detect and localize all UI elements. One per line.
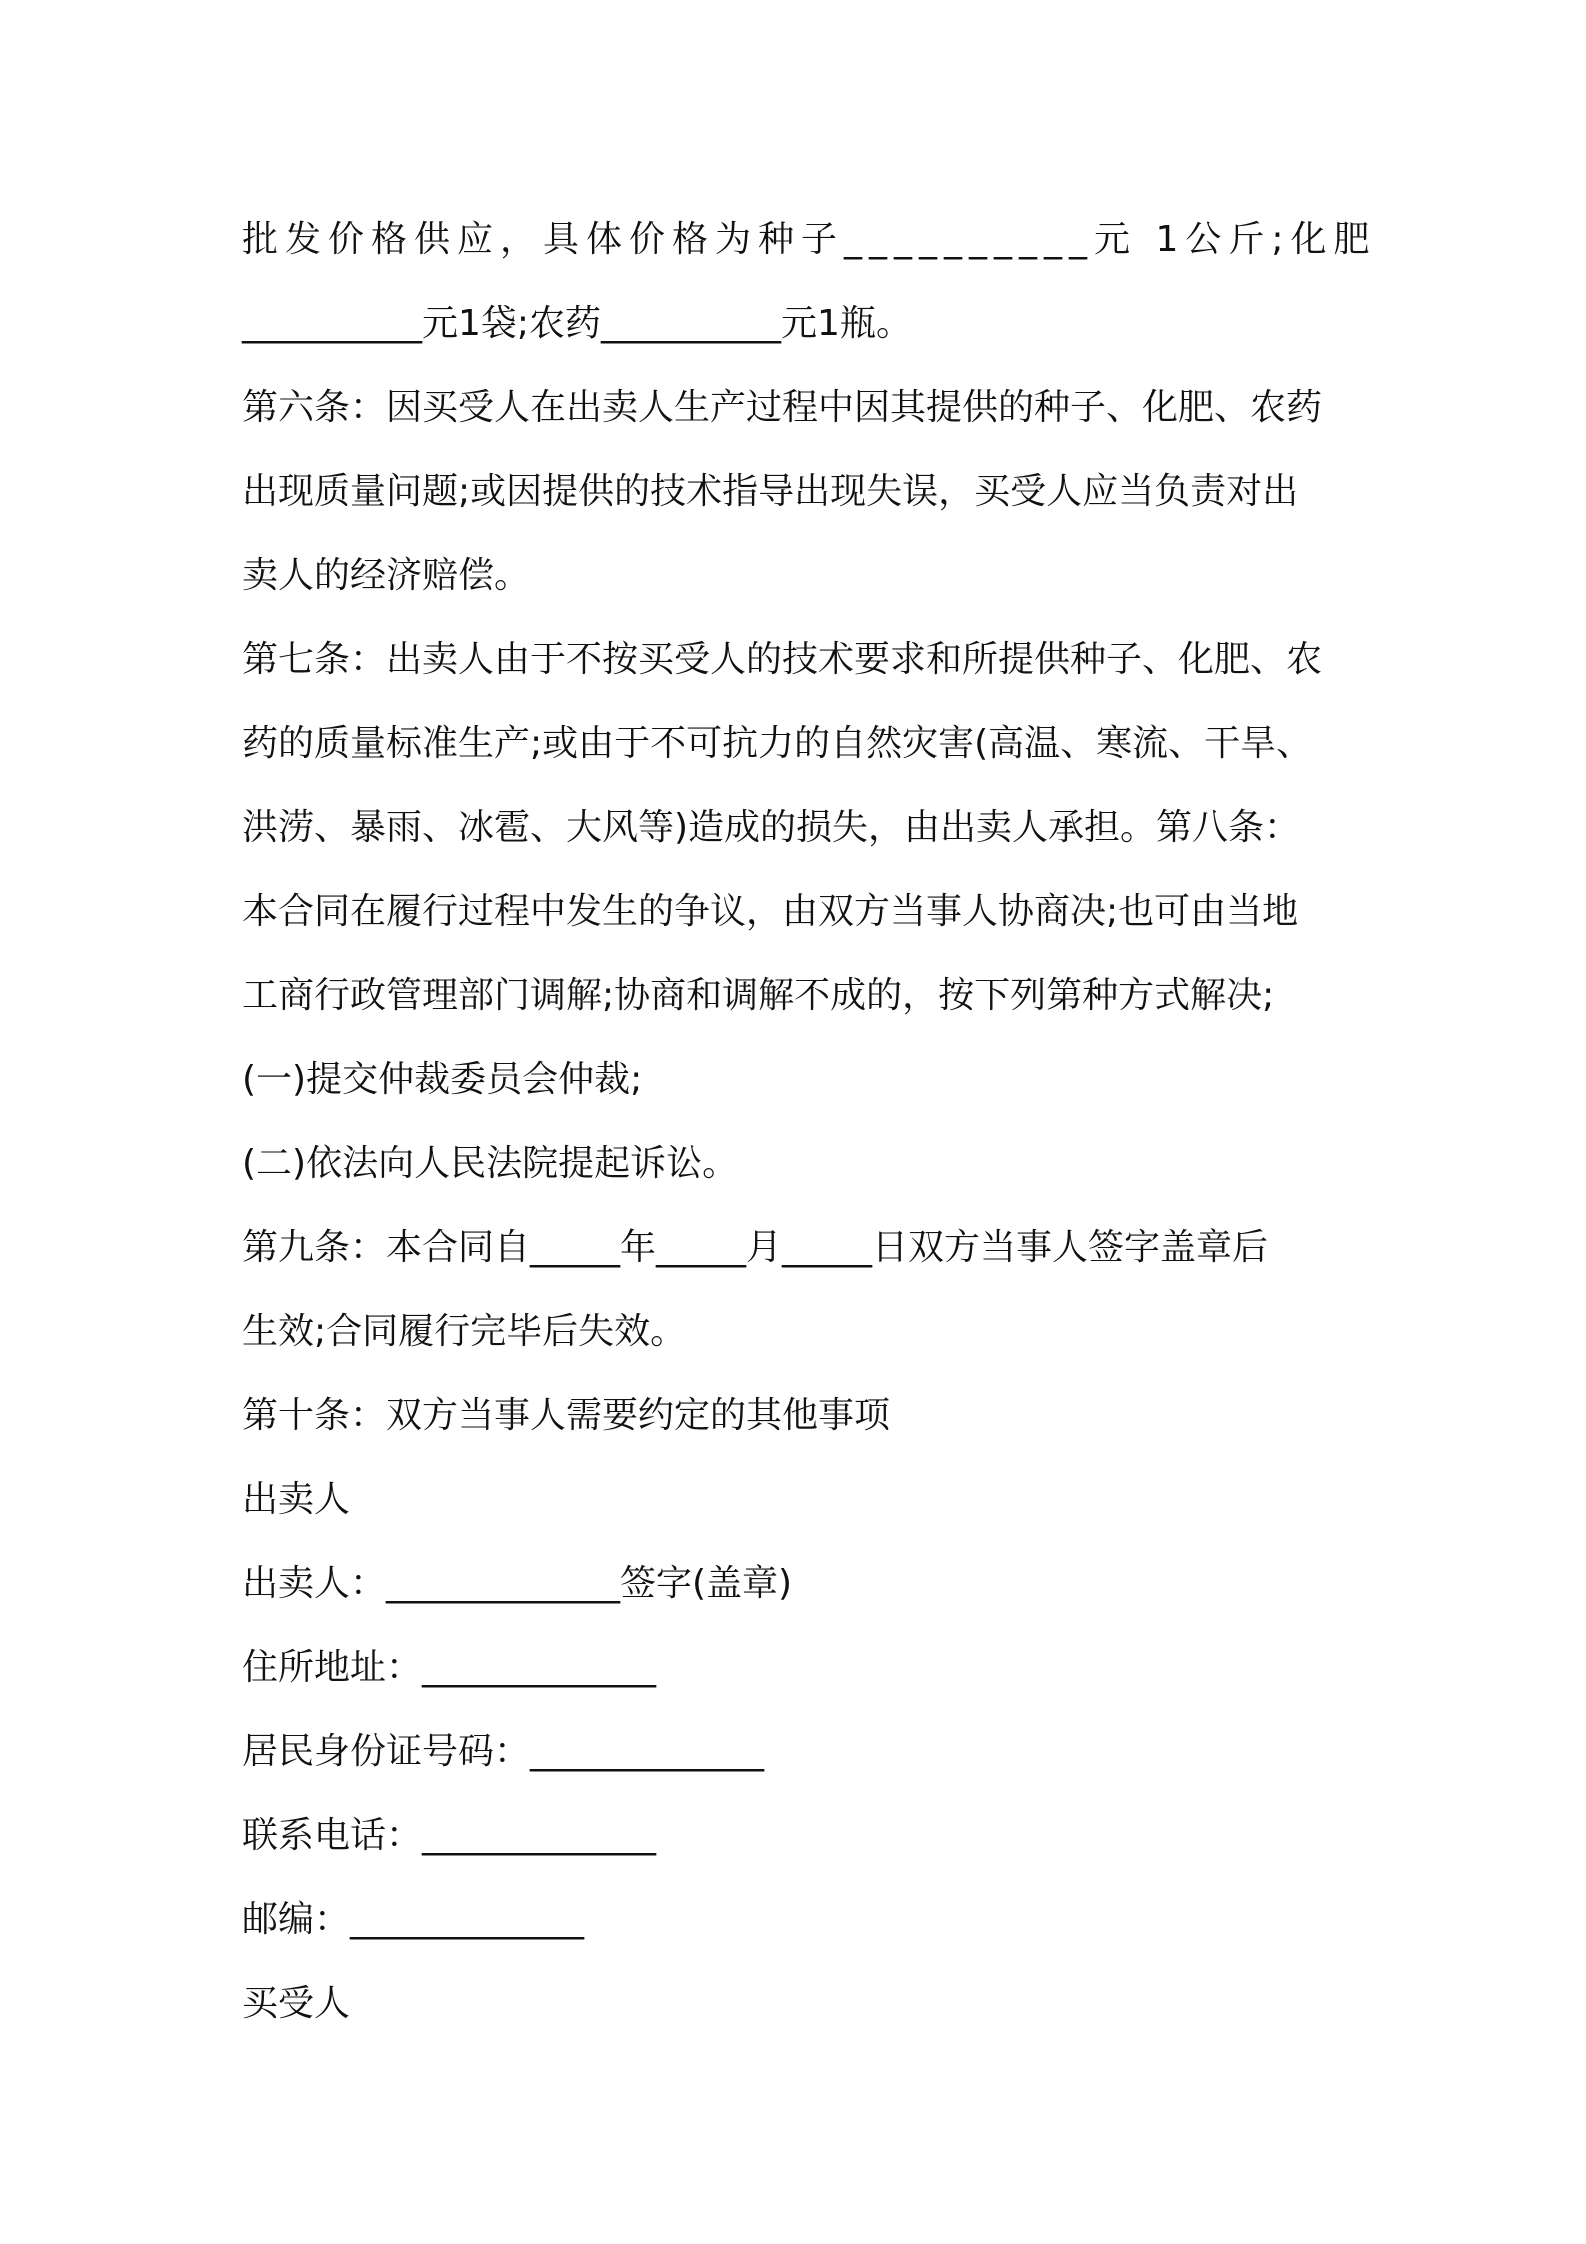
text-line: 居民身份证号码：_____________ (242, 1731, 765, 1772)
text-line: 第六条：因买受人在出卖人生产过程中因其提供的种子、化肥、农药 (242, 387, 1323, 428)
text-line: 联系电话：_____________ (242, 1815, 657, 1856)
text-line: 出卖人 (242, 1479, 351, 1520)
text-line: 第十条：双方当事人需要约定的其他事项 (242, 1395, 891, 1436)
text-line: 邮编：_____________ (242, 1899, 585, 1940)
text-line: 住所地址：_____________ (242, 1647, 657, 1688)
text-line: 卖人的经济赔偿。 (242, 555, 531, 596)
text-line: 工商行政管理部门调解;协商和调解不成的，按下列第种方式解决; (242, 975, 1275, 1016)
text-line: (二)依法向人民法院提起诉讼。 (242, 1143, 739, 1184)
text-line: 药的质量标准生产;或由于不可抗力的自然灾害(高温、寒流、干旱、 (242, 723, 1313, 764)
text-line: (一)提交仲裁委员会仲裁; (242, 1059, 643, 1100)
text-line: 第九条：本合同自_____年_____月_____日双方当事人签字盖章后 (242, 1227, 1269, 1268)
text-line: 第七条：出卖人由于不按买受人的技术要求和所提供种子、化肥、农 (242, 639, 1323, 680)
text-line: 买受人 (242, 1983, 351, 2024)
text-line: 出现质量问题;或因提供的技术指导出现失误，买受人应当负责对出 (242, 471, 1299, 512)
text-line: 洪涝、暴雨、冰雹、大风等)造成的损失，由出卖人承担。第八条： (242, 807, 1301, 848)
text-line: 生效;合同履行完毕后失效。 (242, 1311, 687, 1352)
text-line: 出卖人：_____________签字(盖章) (242, 1563, 793, 1604)
text-line: 批发价格供应，具体价格为种子__________元 1公斤;化肥 (242, 219, 1377, 260)
text-line: 本合同在履行过程中发生的争议，由双方当事人协商决;也可由当地 (242, 891, 1299, 932)
text-line: __________元1袋;农药__________元1瓶。 (242, 303, 912, 344)
document-page (242, 198, 1377, 2046)
